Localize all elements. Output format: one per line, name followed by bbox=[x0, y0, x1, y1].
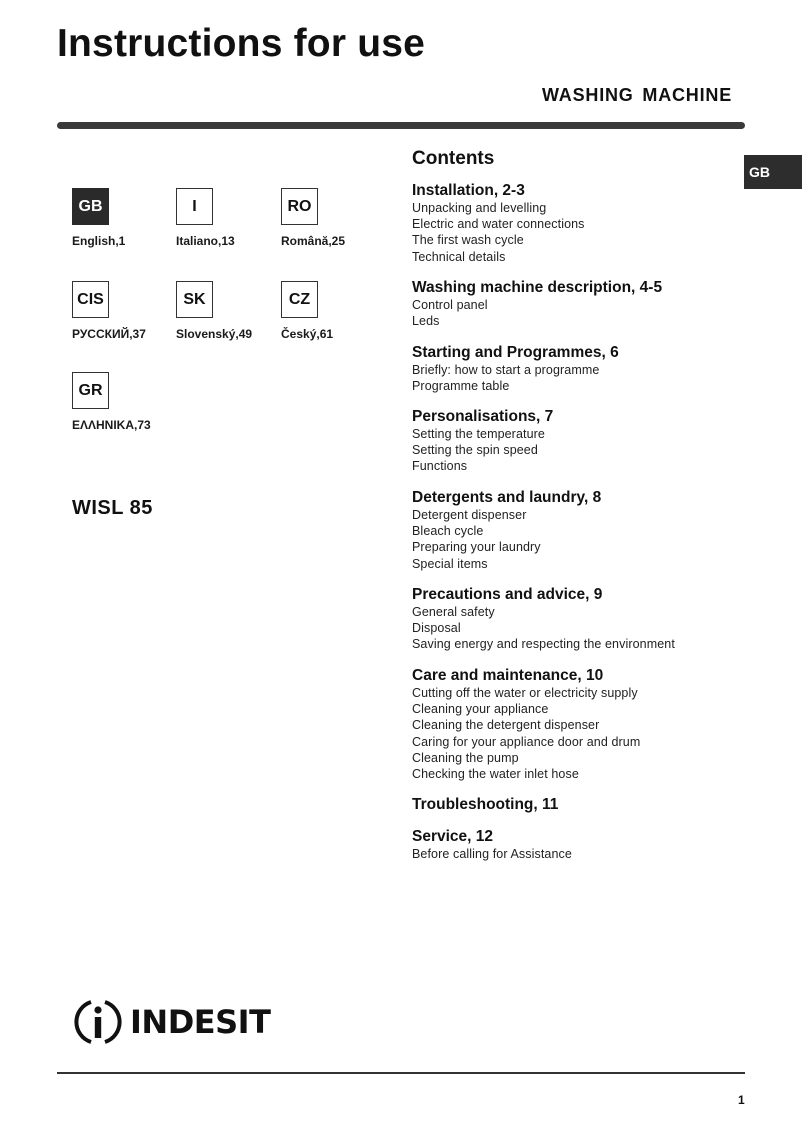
section-item[interactable]: Caring for your appliance door and drum bbox=[412, 734, 641, 749]
section-item[interactable]: Special items bbox=[412, 556, 488, 571]
language-label: ΕΛΛΗΝΙΚΑ,73 bbox=[72, 418, 151, 432]
language-label: Italiano,13 bbox=[176, 234, 235, 248]
language-ro[interactable] bbox=[281, 188, 391, 248]
top-divider bbox=[57, 122, 745, 129]
language-sk[interactable] bbox=[176, 281, 286, 341]
section-title[interactable]: Starting and Programmes, 6 bbox=[412, 344, 619, 361]
section-item[interactable]: Functions bbox=[412, 459, 468, 474]
section-title[interactable]: Installation, 2-3 bbox=[412, 182, 525, 199]
section-item[interactable]: Control panel bbox=[412, 298, 488, 312]
section-title[interactable]: Precautions and advice, 9 bbox=[412, 586, 603, 603]
section-item[interactable]: Preparing your laundry bbox=[412, 540, 541, 555]
indesit-logo-icon bbox=[72, 996, 124, 1048]
contents-section-personalisations bbox=[412, 408, 732, 475]
brand-name: INDESIT bbox=[130, 1003, 271, 1041]
page-title: Instructions for use bbox=[57, 22, 426, 65]
section-title[interactable]: Troubleshooting, 11 bbox=[412, 796, 559, 813]
section-item[interactable]: Programme table bbox=[412, 379, 510, 394]
contents-section-detergents bbox=[412, 489, 732, 572]
language-cz[interactable] bbox=[281, 281, 391, 341]
section-item[interactable]: Detergent dispenser bbox=[412, 508, 527, 522]
section-item[interactable]: Leds bbox=[412, 314, 440, 329]
contents-section-installation bbox=[412, 182, 732, 265]
language-label: Română,25 bbox=[281, 234, 346, 248]
language-code-box[interactable]: SK bbox=[176, 281, 213, 318]
page-subtitle: WASHING MACHINE bbox=[542, 85, 732, 105]
section-title[interactable]: Service, 12 bbox=[412, 828, 494, 845]
language-code-box[interactable]: CZ bbox=[281, 281, 318, 318]
page-number: 1 bbox=[738, 1093, 745, 1107]
section-item[interactable]: Disposal bbox=[412, 621, 461, 636]
section-title[interactable]: Care and maintenance, 10 bbox=[412, 667, 604, 684]
language-code-box[interactable]: GB bbox=[72, 188, 109, 225]
bottom-divider bbox=[57, 1072, 745, 1074]
language-label: РУССКИЙ,37 bbox=[72, 327, 146, 341]
language-cis[interactable] bbox=[72, 281, 182, 341]
contents-section-care bbox=[412, 667, 732, 782]
section-item[interactable]: Setting the temperature bbox=[412, 427, 545, 441]
section-title[interactable]: Washing machine description, 4-5 bbox=[412, 279, 663, 296]
section-item[interactable]: Cleaning your appliance bbox=[412, 702, 549, 717]
section-item[interactable]: The first wash cycle bbox=[412, 233, 524, 248]
language-code-box[interactable]: I bbox=[176, 188, 213, 225]
section-title[interactable]: Detergents and laundry, 8 bbox=[412, 489, 602, 506]
language-code-box[interactable]: CIS bbox=[72, 281, 109, 318]
contents-section-troubleshooting bbox=[412, 796, 732, 814]
language-code-box[interactable]: GR bbox=[72, 372, 109, 409]
side-language-tab[interactable]: GB bbox=[744, 155, 802, 189]
section-item[interactable]: Checking the water inlet hose bbox=[412, 767, 579, 782]
section-item[interactable]: Before calling for Assistance bbox=[412, 847, 572, 861]
brand-logo bbox=[72, 996, 270, 1048]
language-it[interactable] bbox=[176, 188, 286, 248]
language-code-box[interactable]: RO bbox=[281, 188, 318, 225]
model-number: WISL 85 bbox=[72, 497, 153, 519]
contents-section-service bbox=[412, 828, 732, 862]
section-item[interactable]: Electric and water connections bbox=[412, 217, 585, 232]
section-item[interactable]: Unpacking and levelling bbox=[412, 201, 547, 215]
section-item[interactable]: Saving energy and respecting the environment bbox=[412, 637, 675, 652]
section-item[interactable]: Cleaning the pump bbox=[412, 750, 519, 765]
section-item[interactable]: Setting the spin speed bbox=[412, 443, 538, 458]
section-item[interactable]: Cleaning the detergent dispenser bbox=[412, 718, 600, 733]
language-label: Český,61 bbox=[281, 327, 334, 341]
contents-heading: Contents bbox=[412, 148, 495, 169]
contents-section-programmes bbox=[412, 344, 732, 394]
language-gr[interactable] bbox=[72, 372, 182, 432]
language-label: English,1 bbox=[72, 234, 126, 248]
section-item[interactable]: Technical details bbox=[412, 249, 506, 264]
contents-section-description bbox=[412, 279, 732, 329]
language-gb[interactable] bbox=[72, 188, 182, 248]
contents-section-precautions bbox=[412, 586, 732, 653]
section-item[interactable]: Cutting off the water or electricity supply bbox=[412, 686, 638, 700]
section-title[interactable]: Personalisations, 7 bbox=[412, 408, 554, 425]
section-item[interactable]: Briefly: how to start a programme bbox=[412, 363, 600, 377]
section-item[interactable]: General safety bbox=[412, 605, 495, 619]
language-label: Slovenský,49 bbox=[176, 327, 253, 341]
section-item[interactable]: Bleach cycle bbox=[412, 524, 484, 539]
